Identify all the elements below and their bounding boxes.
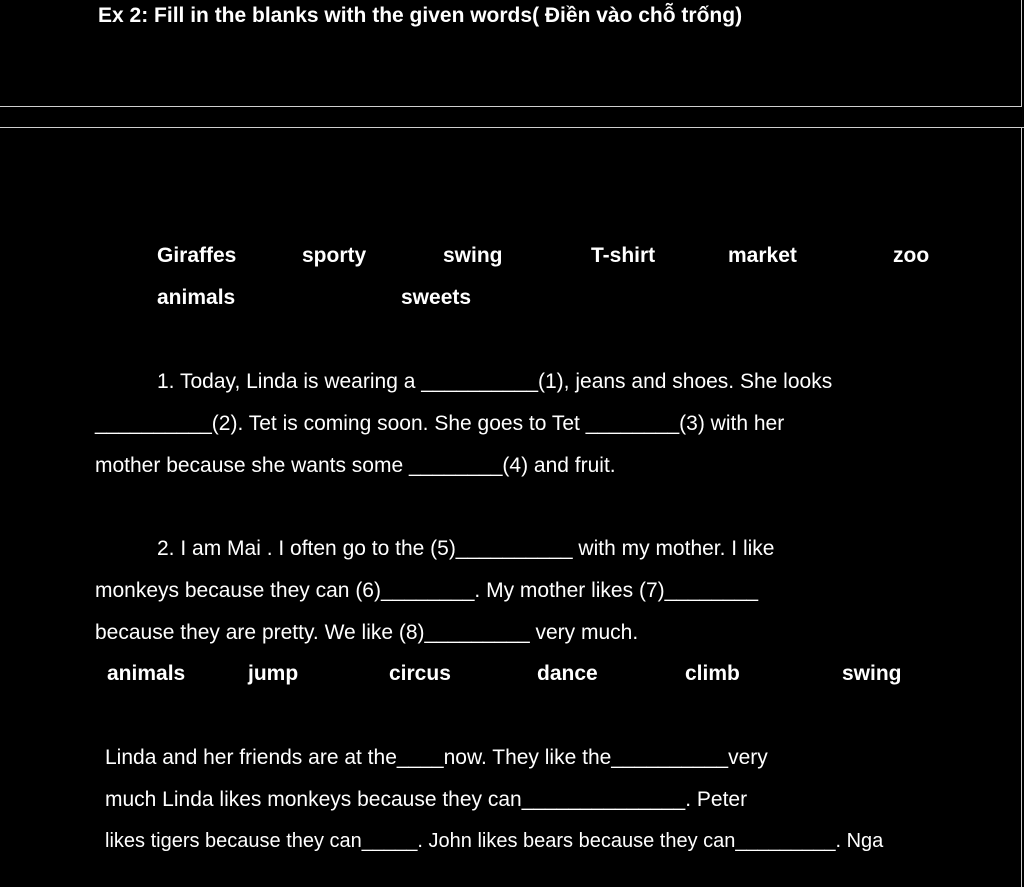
word-bank-item: sweets bbox=[401, 286, 472, 309]
passage-line: 2. I am Mai . I often go to the (5)__________ with my mother. I like bbox=[157, 537, 775, 560]
word-bank-item: swing bbox=[443, 244, 503, 267]
content-right-border bbox=[1021, 127, 1022, 887]
exercise-title: Ex 2: Fill in the blanks with the given words( Điền vào chỗ trống) bbox=[98, 4, 743, 27]
word-bank-item: zoo bbox=[893, 244, 930, 267]
word-bank-item: swing bbox=[842, 662, 902, 685]
passage-line: Linda and her friends are at the____now. They like the__________very bbox=[105, 746, 768, 769]
passage-line: 1. Today, Linda is wearing a __________(1), jeans and shoes. She looks bbox=[157, 370, 833, 393]
word-bank-item: sporty bbox=[302, 244, 367, 267]
content-top-border bbox=[0, 127, 1024, 128]
word-bank-item: climb bbox=[685, 662, 740, 685]
word-bank-item: market bbox=[728, 244, 797, 267]
passage-line: monkeys because they can (6)________. My mother likes (7)________ bbox=[95, 579, 759, 602]
passage-line: much Linda likes monkeys because they can______________. Peter bbox=[105, 788, 748, 811]
word-bank-item: jump bbox=[248, 662, 299, 685]
top-divider bbox=[0, 106, 1021, 107]
word-bank-item: dance bbox=[537, 662, 598, 685]
passage-line: __________(2). Tet is coming soon. She goes to Tet ________(3) with her bbox=[95, 412, 785, 435]
word-bank-item: Giraffes bbox=[157, 244, 237, 267]
passage-line: likes tigers because they can_____. John likes bears because they can_________. Nga bbox=[105, 830, 884, 852]
word-bank-item: T-shirt bbox=[591, 244, 656, 267]
word-bank-item: animals bbox=[107, 662, 186, 685]
passage-line: mother because she wants some ________(4) and fruit. bbox=[95, 454, 616, 477]
word-bank-item: animals bbox=[157, 286, 236, 309]
top-right-border bbox=[1021, 0, 1022, 107]
passage-line: because they are pretty. We like (8)_________ very much. bbox=[95, 621, 639, 644]
word-bank-item: circus bbox=[389, 662, 451, 685]
